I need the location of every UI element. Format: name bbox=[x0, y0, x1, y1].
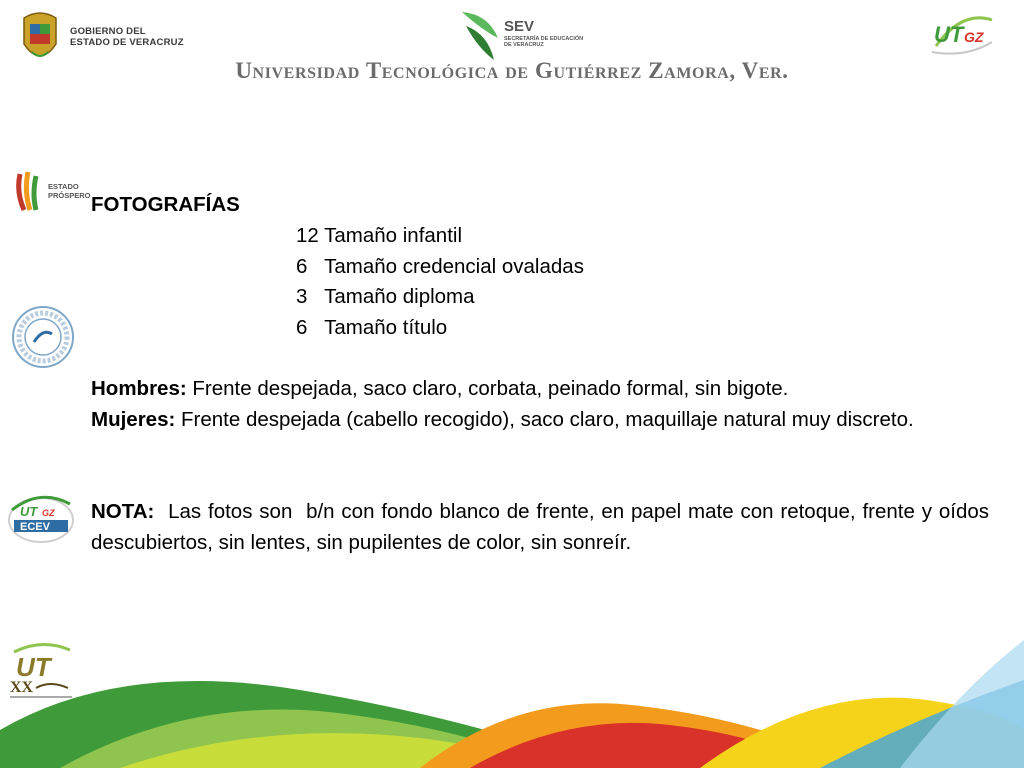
ios-certification-seal bbox=[10, 304, 76, 370]
sev-logo bbox=[458, 8, 608, 62]
sev-line1: SECRETARÍA DE EDUCACIÓN bbox=[504, 36, 584, 42]
sev-leaf-icon bbox=[458, 8, 504, 62]
note-text: Las fotos son b/n con fondo blanco de frente, en papel mate con retoque, frente y oídos descubiertos, sin lentes, sin pupilentes de color, sin sonreír. bbox=[91, 500, 995, 554]
sev-line2: DE VERACRUZ bbox=[504, 42, 544, 48]
utgz-logo bbox=[926, 6, 998, 60]
men-text: Frente despejada, saco claro, corbata, peinado formal, sin bigote. bbox=[186, 377, 789, 400]
note-label: NOTA: bbox=[91, 500, 155, 523]
women-label: Mujeres: bbox=[91, 408, 176, 431]
estado-prospero-icon bbox=[14, 170, 48, 212]
estado-line1: ESTADO bbox=[48, 182, 79, 191]
veracruz-text-line1: GOBIERNO DEL bbox=[70, 26, 146, 37]
photo-list-item: 6 Tamaño credencial ovaladas bbox=[296, 255, 584, 278]
men-label: Hombres: bbox=[91, 377, 187, 400]
ecev-logo-icon bbox=[6, 490, 76, 546]
sev-title: SEV bbox=[504, 18, 535, 35]
svg-text:ECEV: ECEV bbox=[20, 521, 50, 533]
men-paragraph bbox=[91, 374, 989, 405]
women-paragraph bbox=[91, 405, 989, 436]
veracruz-text-line2: ESTADO DE VERACRUZ bbox=[70, 37, 184, 48]
university-title: Universidad Tecnológica de Gutiérrez Zamora, Ver. bbox=[235, 58, 789, 83]
estado-prospero-logo bbox=[14, 170, 94, 212]
svg-text:XX: XX bbox=[10, 679, 34, 696]
section-title: FOTOGRAFÍAS bbox=[91, 193, 240, 216]
decorative-bottom-wave bbox=[0, 620, 1024, 768]
photo-list-item: 12 Tamaño infantil bbox=[296, 224, 463, 247]
svg-text:UT: UT bbox=[20, 504, 38, 519]
note-paragraph bbox=[91, 497, 995, 558]
women-text: Frente despejada (cabello recogido), saco claro, maquillaje natural muy discreto. bbox=[175, 408, 914, 431]
svg-text:GZ: GZ bbox=[964, 29, 984, 45]
certification-seal-icon bbox=[10, 304, 76, 370]
photo-list-item: 6 Tamaño título bbox=[296, 316, 448, 339]
svg-text:UT: UT bbox=[934, 22, 964, 47]
svg-text:UT: UT bbox=[16, 652, 51, 682]
utgz-logo-icon bbox=[926, 6, 998, 60]
ecev-logo bbox=[6, 490, 76, 546]
svg-text:GZ: GZ bbox=[42, 508, 55, 518]
photo-list-item: 3 Tamaño diploma bbox=[296, 285, 475, 308]
estado-line2: PRÓSPERO bbox=[48, 191, 91, 200]
